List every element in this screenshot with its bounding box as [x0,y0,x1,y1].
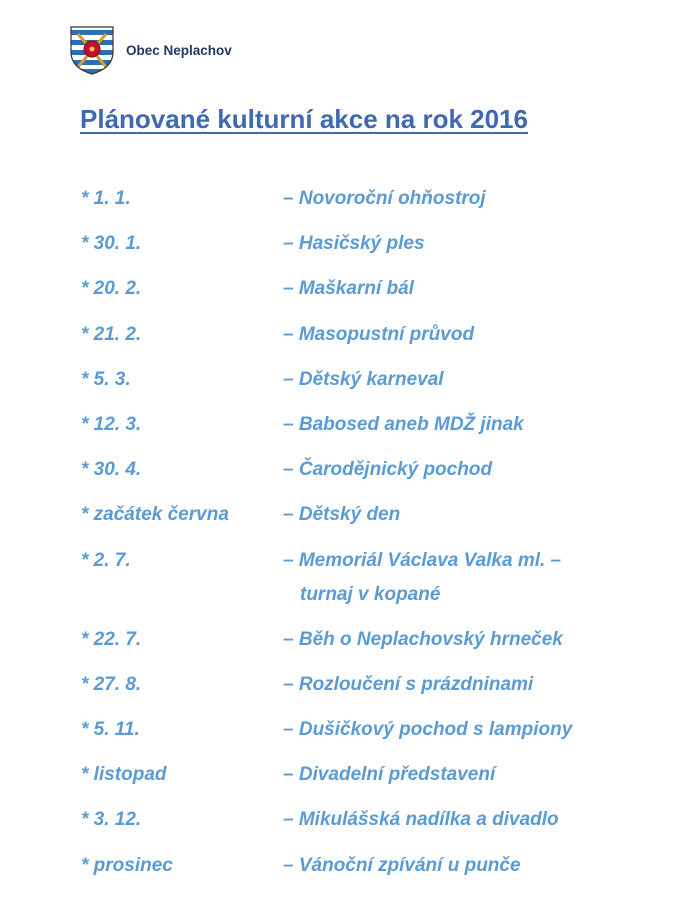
event-name-line: – Novoroční ohňostroj [283,188,486,209]
event-date: * 2. 7. [81,549,131,571]
event-row [81,182,641,216]
event-name-line: – Masopustní průvod [283,323,475,345]
event-name-continuation: turnaj v kopané [300,583,441,605]
event-row [81,668,641,702]
event-row [81,498,641,532]
event-date: * listopad [81,764,167,786]
event-date: * 22. 7. [81,628,142,650]
event-name [283,758,495,792]
event-date: * prosinec [81,854,173,876]
event-name-line: – Mikulášská nadílka a divadlo [283,809,559,831]
event-date: * 20. 2. [81,278,142,300]
event-date: * 12. 3. [81,413,142,435]
event-name [283,623,563,657]
event-name [283,408,524,442]
event-date: * 5. 11. [81,719,140,741]
event-row [81,453,641,487]
event-name [283,498,400,532]
event-date: * 21. 2. [81,323,142,345]
event-name [283,803,559,837]
event-row [81,758,641,792]
event-name [283,713,572,747]
event-date: * 1. 1. [81,188,131,209]
event-name [283,363,444,397]
event-row [81,363,641,397]
event-row [81,544,641,612]
event-name [283,544,561,612]
event-row [81,318,641,352]
event-name-line: – Hasičský ples [283,233,425,255]
event-list [81,182,641,894]
event-name [283,182,486,216]
event-name-line: – Memoriál Václava Valka ml. – [283,549,562,571]
event-name [283,453,492,487]
event-row [81,713,641,747]
event-name-line: – Běh o Neplachovský hrneček [283,628,563,650]
event-row [81,408,641,442]
page-header [68,24,232,76]
event-name-line: – Maškarní bál [283,278,414,300]
organization-name: Obec Neplachov [126,42,232,58]
event-row [81,849,641,883]
event-name-line: – Babosed aneb MDŽ jinak [283,413,524,435]
event-name-line: – Divadelní představení [283,764,496,786]
event-date: * 27. 8. [81,673,142,695]
event-name-line: – Vánoční zpívání u punče [283,854,521,876]
page-title: Plánované kulturní akce na rok 2016 [80,104,528,134]
event-row [81,803,641,837]
event-name-line: – Rozloučení s prázdninami [283,673,534,695]
event-name-line: – Dušičkový pochod s lampiony [283,719,573,741]
event-date: * 5. 3. [81,368,131,390]
event-row [81,623,641,657]
event-name [283,227,425,261]
event-name [283,272,414,306]
event-name-line: – Dětský den [283,504,401,526]
event-date: * začátek června [81,504,229,526]
event-row [81,272,641,306]
event-date: * 30. 1. [81,233,142,255]
event-name-line: – Čarodějnický pochod [283,459,493,481]
event-name-line: – Dětský karneval [283,368,444,390]
event-name [283,318,474,352]
event-row [81,227,641,261]
event-date: * 30. 4. [81,459,142,481]
event-name [283,849,521,883]
event-date: * 3. 12. [81,809,142,831]
coat-of-arms-icon [68,24,116,76]
event-name [283,668,533,702]
